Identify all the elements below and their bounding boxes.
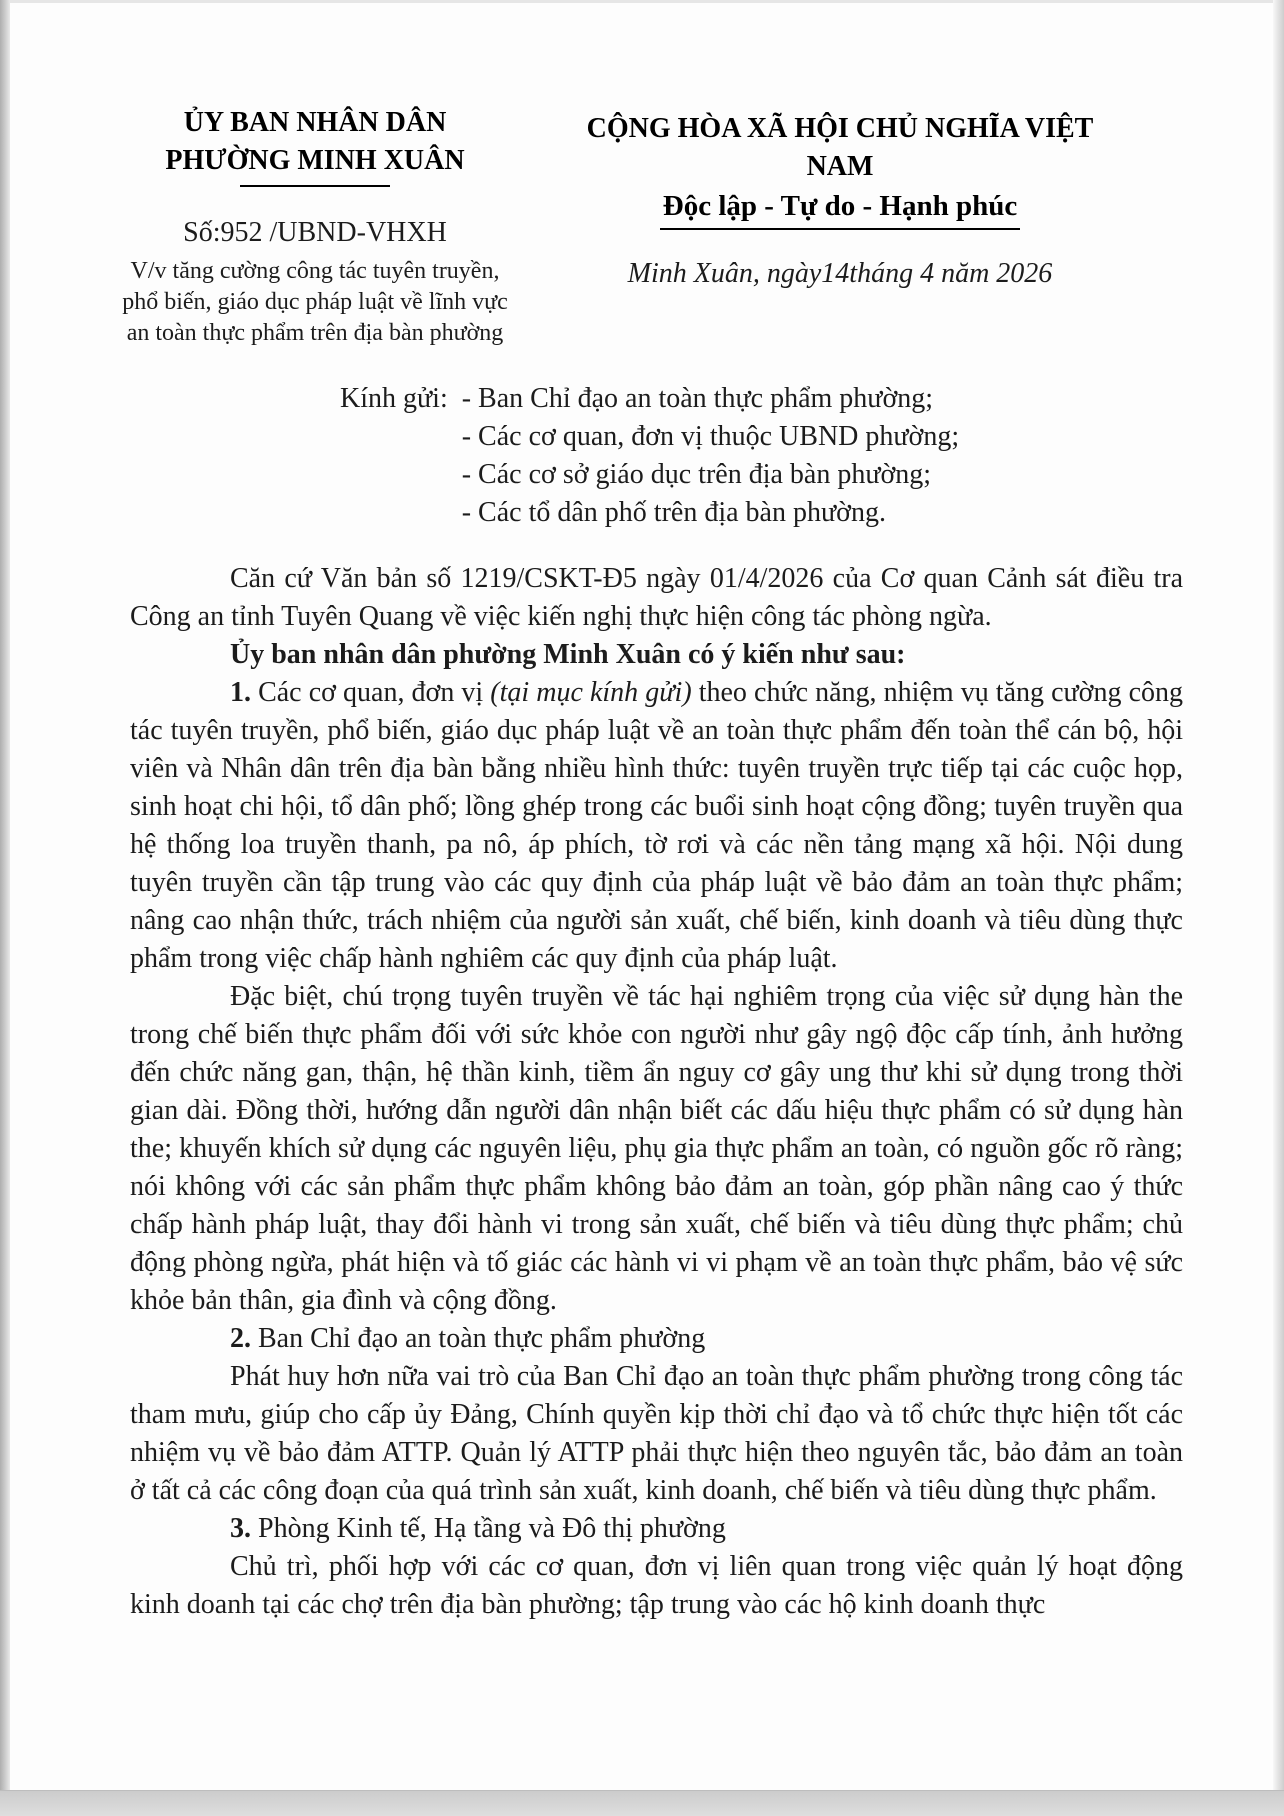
paragraph-dac-biet: Đặc biệt, chú trọng tuyên truyền về tác hại nghiêm trọng của việc sử dụng hàn the trong chế biến thực phẩm đối với sức khỏe con người như gây ngộ độc cấp tính, ảnh hưởng đến chức năng gan, thận, hệ thần kinh, tiềm ẩn nguy cơ gây ung thư khi sử dụng trong thời gian dài. Đồng thời, hướng dẫn người dân nhận biết các dấu hiệu thực phẩm có sử dụng hàn the; khuyến khích sử dụng các nguyên liệu, phụ gia thực phẩm an toàn, có nguồn gốc rõ ràng; nói không với các sản phẩm thực phẩm không bảo đảm an toàn, góp phần nâng cao ý thức chấp hành pháp luật, thay đổi hành vi trong sản xuất, chế biến và tiêu dùng thực phẩm; chủ động phòng ngừa, phát hiện và tố giác các hành vi vi phạm về an toàn thực phẩm, bảo vệ sức khỏe bản thân, gia đình và cộng đồng.	[130, 981, 1183, 1316]
subject-line: phổ biến, giáo dục pháp luật về lĩnh vực	[122, 289, 508, 315]
recipients-list	[462, 380, 959, 532]
paragraph-item-1	[130, 674, 1183, 978]
document-number: Số:952 /UBND-VHXH	[183, 217, 447, 248]
item-3-number: 3.	[230, 1513, 251, 1544]
document-body	[130, 560, 1183, 1624]
recipient-item: - Các cơ sở giáo dục trên địa bàn phường;	[461, 459, 932, 490]
national-motto: Độc lập - Tự do - Hạnh phúc	[662, 190, 1018, 222]
item-1-lead: Các cơ quan, đơn vị	[251, 677, 491, 708]
paragraph-chu-tri: Chủ trì, phối hợp với các cơ quan, đơn vị liên quan trong việc quản lý hoạt động kinh doanh tại các chợ trên địa bàn phường; tập trung vào các hộ kinh doanh thực	[130, 1551, 1183, 1620]
document-subject	[105, 256, 525, 349]
national-header-block	[555, 110, 1125, 290]
recipients-label: Kính gửi:	[340, 383, 448, 414]
agency-name-line1: ỦY BAN NHÂN DÂN	[183, 107, 447, 138]
item-1-parenthetical: (tại mục kính gửi)	[490, 677, 692, 708]
item-3-title: Phòng Kinh tế, Hạ tầng và Đô thị phường	[251, 1513, 726, 1544]
subject-line: an toàn thực phẩm trên địa bàn phường	[126, 320, 504, 346]
recipient-item: - Ban Chỉ đạo an toàn thực phẩm phường;	[461, 383, 934, 414]
item-2-number: 2.	[230, 1323, 251, 1354]
document-masthead	[122, 104, 1183, 346]
motto-underline	[660, 228, 1020, 230]
item-1-number: 1.	[230, 677, 251, 708]
recipient-item: - Các cơ quan, đơn vị thuộc UBND phường;	[461, 421, 960, 452]
item-2-title: Ban Chỉ đạo an toàn thực phẩm phường	[251, 1323, 706, 1354]
recipients-block	[340, 380, 1183, 532]
country-title: CỘNG HÒA XÃ HỘI CHỦ NGHĨA VIỆT NAM	[586, 113, 1094, 182]
issuing-agency-block	[105, 104, 525, 349]
heading-item-3	[130, 1510, 1183, 1548]
place-and-date: Minh Xuân, ngày14tháng 4 năm 2026	[627, 258, 1053, 289]
agency-underline	[240, 185, 390, 187]
agency-name-line2: PHƯỜNG MINH XUÂN	[165, 145, 465, 176]
recipient-item: - Các tổ dân phố trên địa bàn phường.	[461, 497, 886, 528]
heading-item-2	[130, 1320, 1183, 1358]
paragraph-legal-basis: Căn cứ Văn bản số 1219/CSKT-Đ5 ngày 01/4/2026 của Cơ quan Cảnh sát điều tra Công an tỉnh Tuyên Quang về việc kiến nghị thực hiện công tác phòng ngừa.	[130, 563, 1183, 632]
opinion-heading: Ủy ban nhân dân phường Minh Xuân có ý kiến như sau:	[230, 639, 906, 670]
subject-line: V/v tăng cường công tác tuyên truyền,	[130, 258, 500, 284]
item-1-rest: theo chức năng, nhiệm vụ tăng cường công tác tuyên truyền, phổ biến, giáo dục pháp luật về an toàn thực phẩm đến toàn thể cán bộ, hội viên và Nhân dân trên địa bàn bằng nhiều hình thức: tuyên truyền trực tiếp tại các cuộc họp, sinh hoạt chi hội, tổ dân phố; lồng ghép trong các buổi sinh hoạt cộng đồng; tuyên truyền qua hệ thống loa truyền thanh, pa nô, áp phích, tờ rơi và các nền tảng mạng xã hội. Nội dung tuyên truyền cần tập trung vào các quy định của pháp luật về bảo đảm an toàn thực phẩm; nâng cao nhận thức, trách nhiệm của người sản xuất, chế biến, kinh doanh và tiêu dùng thực phẩm trong việc chấp hành nghiêm các quy định của pháp luật.	[130, 677, 1183, 974]
paragraph-phat-huy: Phát huy hơn nữa vai trò của Ban Chỉ đạo an toàn thực phẩm phường trong công tác tham mưu, giúp cho cấp ủy Đảng, Chính quyền kịp thời chỉ đạo và tổ chức thực hiện tốt các nhiệm vụ về bảo đảm ATTP. Quản lý ATTP phải thực hiện theo nguyên tắc, bảo đảm an toàn ở tất cả các công đoạn của quá trình sản xuất, kinh doanh, chế biến và tiêu dùng thực phẩm.	[130, 1361, 1183, 1506]
